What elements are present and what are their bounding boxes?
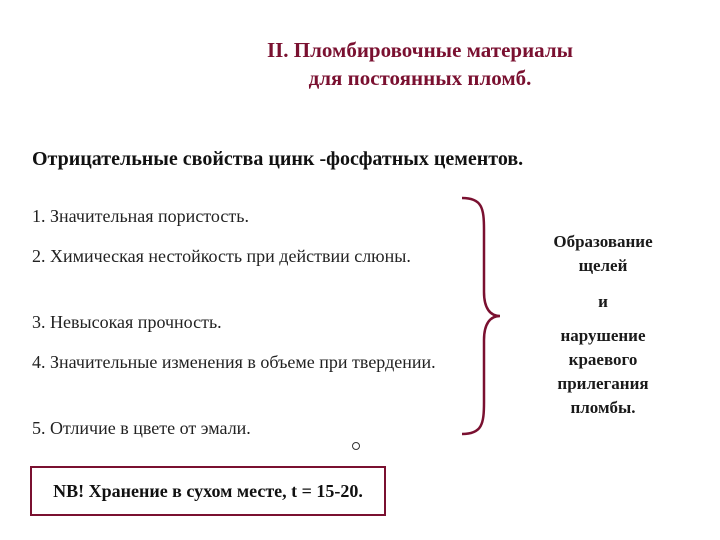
section-heading: Отрицательные свойства цинк -фосфатных цементов. [32, 148, 524, 170]
list-item-5: 5. Отличие в цвете от эмали. [32, 418, 251, 438]
note-text: NB! Хранение в сухом месте, t = 15-20. [53, 480, 363, 501]
bullet-circle-icon [352, 442, 360, 450]
note-box [30, 466, 386, 516]
list-item-2: 2. Химическая нестойкость при действии слюны. [32, 246, 411, 266]
result-connector: и [598, 292, 608, 311]
list-item-4: 4. Значительные изменения в объеме при твердении. [32, 352, 436, 372]
list-item-1: 1. Значительная пористость. [32, 206, 249, 226]
curly-brace-icon [456, 196, 506, 436]
result-part-2: нарушение краевого прилегания пломбы. [557, 326, 649, 417]
result-part-1: Образование щелей [553, 232, 653, 275]
slide-title [200, 36, 640, 92]
list-item-3: 3. Невысокая прочность. [32, 312, 222, 332]
title-line-2: для постоянных пломб. [308, 66, 532, 90]
title-line-1: II. Пломбировочные материалы [266, 38, 574, 62]
